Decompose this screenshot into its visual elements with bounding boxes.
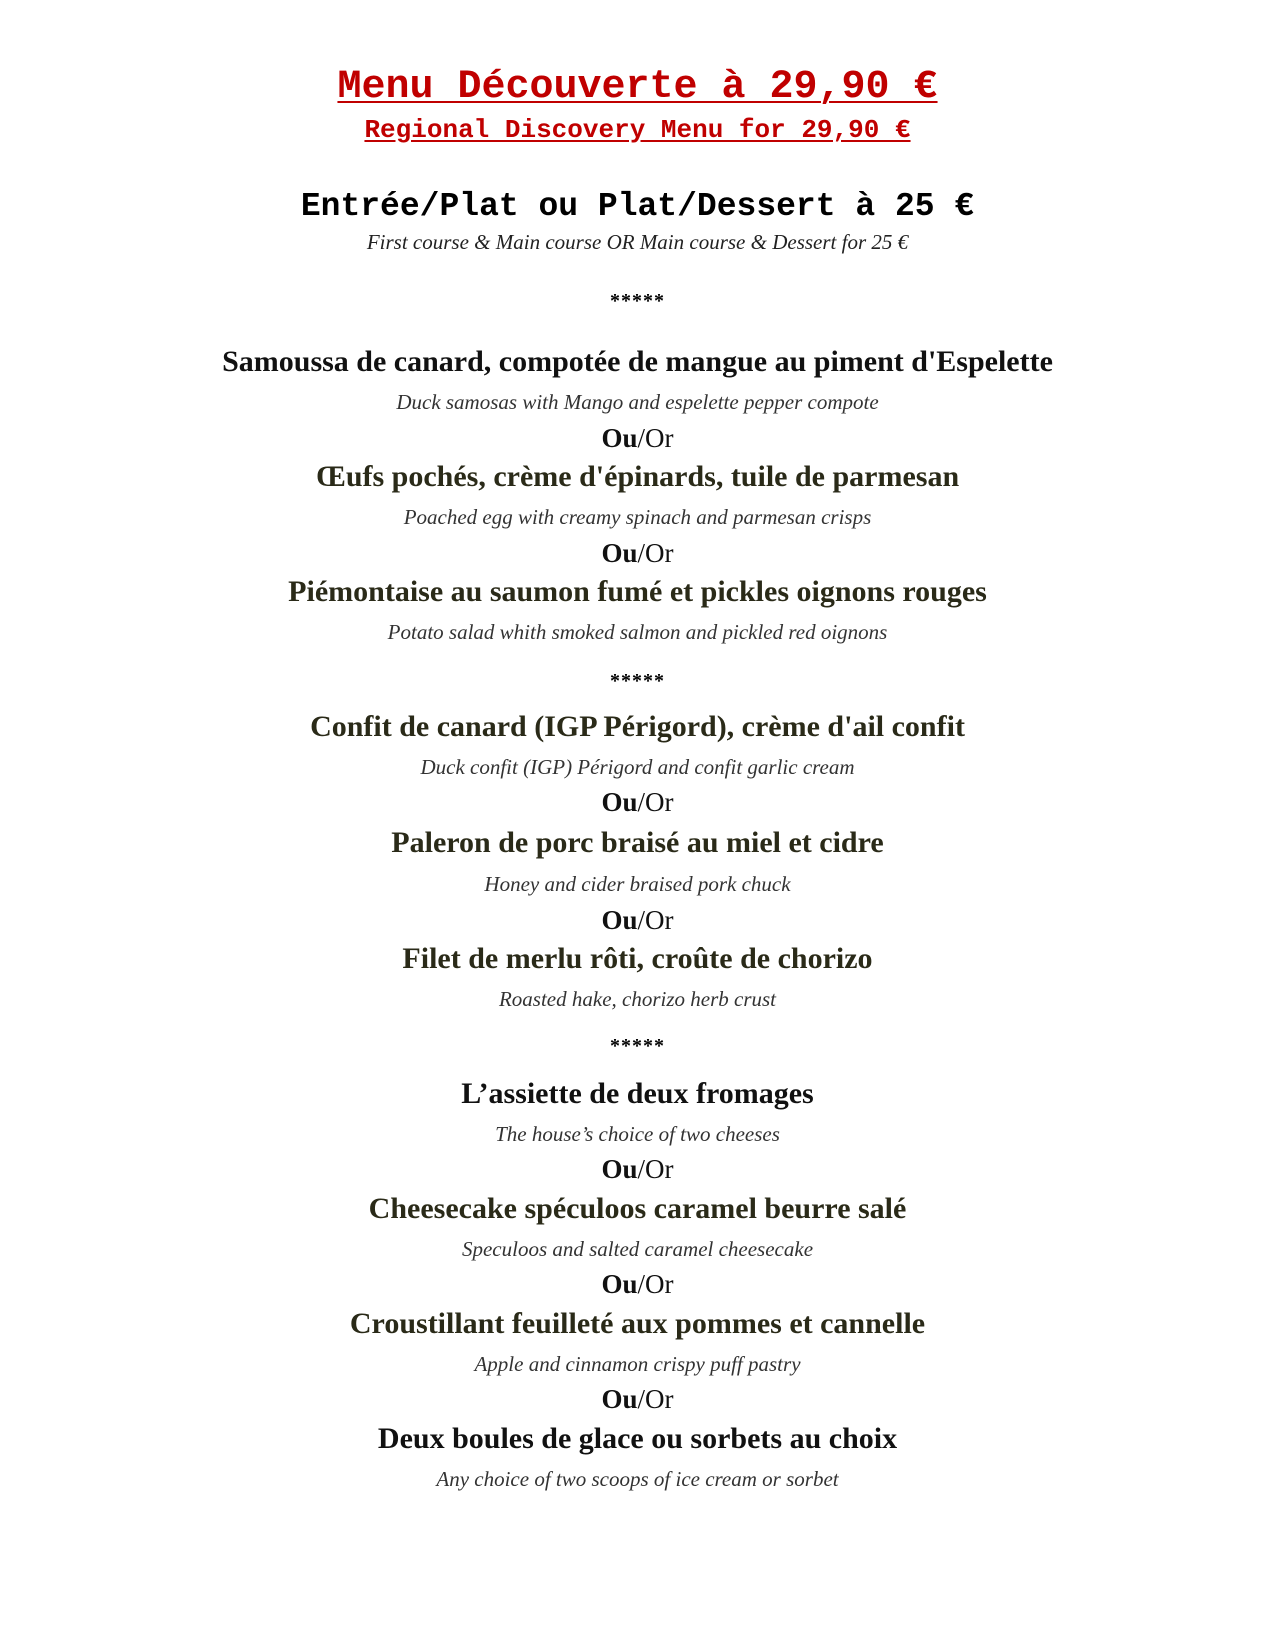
or-label	[0, 423, 1275, 454]
or-label-en: Or	[645, 538, 674, 568]
or-label-slash: /	[637, 787, 646, 817]
or-label-en: Or	[645, 1269, 674, 1299]
or-label-fr: Ou	[601, 538, 638, 568]
formula-subtitle: First course & Main course OR Main course & Dessert for 25 €	[366, 230, 909, 254]
or-label	[0, 1269, 1275, 1300]
starter-name: Samoussa de canard, compotée de mangue au piment d'Espelette	[222, 345, 1053, 378]
starter-description: Duck samosas with Mango and espelette pepper compote	[396, 390, 879, 414]
or-label-slash: /	[637, 1384, 646, 1414]
separator: *****	[610, 670, 665, 692]
starter-description: Poached egg with creamy spinach and parmesan crisps	[403, 505, 872, 529]
or-label	[0, 538, 1275, 569]
or-label	[0, 905, 1275, 936]
or-label-slash: /	[637, 1154, 646, 1184]
dessert-name: Deux boules de glace ou sorbets au choix	[377, 1422, 898, 1455]
or-label-slash: /	[637, 538, 646, 568]
or-label-en: Or	[645, 423, 674, 453]
or-label-fr: Ou	[601, 1154, 638, 1184]
or-label-en: Or	[645, 1384, 674, 1414]
dessert-name: Croustillant feuilleté aux pommes et cannelle	[349, 1307, 926, 1340]
menu-subtitle: Regional Discovery Menu for 29,90 €	[364, 115, 911, 145]
dessert-name: Cheesecake spéculoos caramel beurre salé	[368, 1192, 907, 1225]
main-description: Duck confit (IGP) Périgord and confit garlic cream	[420, 755, 855, 779]
or-label-en: Or	[645, 1154, 674, 1184]
main-description: Roasted hake, chorizo herb crust	[498, 987, 777, 1011]
or-label-slash: /	[637, 423, 646, 453]
dessert-description: Speculoos and salted caramel cheesecake	[461, 1237, 814, 1261]
menu-title: Menu Découverte à 29,90 €	[337, 65, 938, 110]
main-name: Paleron de porc braisé au miel et cidre	[391, 826, 884, 859]
starter-name: Piémontaise au saumon fumé et pickles oignons rouges	[288, 575, 987, 608]
starter-name: Œufs pochés, crème d'épinards, tuile de parmesan	[315, 460, 960, 493]
or-label	[0, 1154, 1275, 1185]
main-name: Confit de canard (IGP Périgord), crème d'ail confit	[310, 710, 965, 743]
or-label	[0, 787, 1275, 818]
dessert-description: The house’s choice of two cheeses	[495, 1122, 780, 1146]
or-label-en: Or	[645, 787, 674, 817]
starter-description: Potato salad whith smoked salmon and pickled red oignons	[387, 620, 888, 644]
main-name: Filet de merlu rôti, croûte de chorizo	[402, 942, 873, 975]
or-label-en: Or	[645, 905, 674, 935]
or-label-fr: Ou	[601, 423, 638, 453]
dessert-description: Any choice of two scoops of ice cream or sorbet	[436, 1467, 839, 1491]
or-label	[0, 1384, 1275, 1415]
or-label-fr: Ou	[601, 1384, 638, 1414]
or-label-fr: Ou	[601, 787, 638, 817]
or-label-slash: /	[637, 905, 646, 935]
separator: *****	[610, 1035, 665, 1057]
dessert-description: Apple and cinnamon crispy puff pastry	[474, 1352, 801, 1376]
main-description: Honey and cider braised pork chuck	[484, 872, 791, 896]
formula-title: Entrée/Plat ou Plat/Dessert à 25 €	[300, 188, 975, 225]
separator: *****	[610, 290, 665, 312]
dessert-name: L’assiette de deux fromages	[461, 1077, 814, 1110]
or-label-fr: Ou	[601, 905, 638, 935]
or-label-fr: Ou	[601, 1269, 638, 1299]
or-label-slash: /	[637, 1269, 646, 1299]
